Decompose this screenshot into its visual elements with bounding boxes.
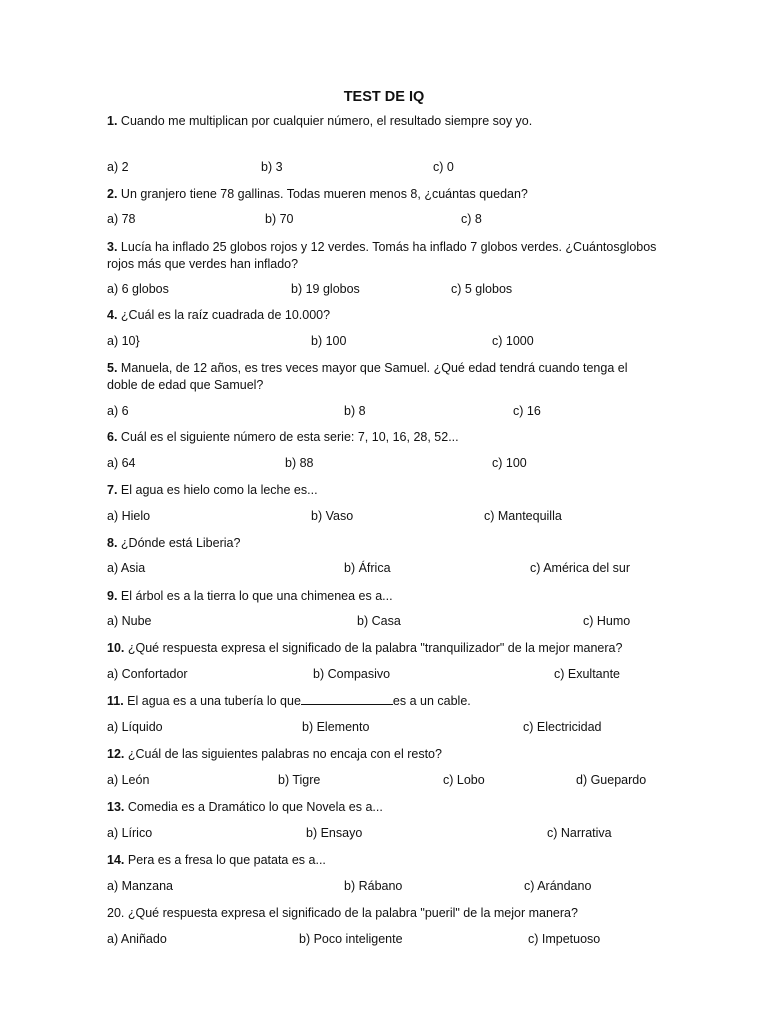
question-text: ¿Cuál es la raíz cuadrada de 10.000? (117, 308, 331, 322)
option-c: c) 1000 (492, 334, 534, 348)
page-title: TEST DE IQ (343, 89, 425, 105)
question-text: Manuela, de 12 años, es tres veces mayor que Samuel. ¿Qué edad tendrá cuando tenga el doble de edad que Samuel? (107, 361, 628, 392)
option-a: a) 6 (107, 404, 129, 418)
question-text: ¿Dónde está Liberia? (117, 536, 241, 550)
option-a: a) 10} (107, 334, 140, 348)
question-text: Cuál es el siguiente número de esta serie: 7, 10, 16, 28, 52... (117, 430, 459, 444)
option-a: a) Lírico (107, 826, 153, 840)
question-number: 8. (107, 536, 118, 550)
option-c: c) Exultante (554, 667, 621, 681)
question-number: 14. (107, 853, 125, 867)
question-11 (107, 693, 667, 710)
option-a: a) León (107, 773, 150, 787)
option-c: c) 100 (492, 456, 527, 470)
option-a: a) 64 (107, 456, 136, 470)
option-a: a) Hielo (107, 509, 151, 523)
option-c: c) Electricidad (523, 720, 602, 734)
question-9 (107, 588, 667, 605)
question-12 (107, 746, 667, 763)
question-text: Lucía ha inflado 25 globos rojos y 12 verdes. Tomás ha inflado 7 globos verdes. ¿Cuántosglobos rojos más que verdes han inflado? (107, 240, 657, 271)
question-number: 5. (107, 361, 118, 375)
option-a: a) 2 (107, 160, 129, 174)
question-text-after: es a un cable. (392, 694, 471, 708)
question-text: Comedia es a Dramático lo que Novela es a... (124, 800, 383, 814)
option-a: a) Nube (107, 614, 152, 628)
option-c: c) Mantequilla (484, 509, 562, 523)
option-b: b) 3 (261, 160, 283, 174)
option-b: b) 19 globos (291, 282, 360, 296)
option-c: c) 8 (461, 212, 482, 226)
question-text: Cuando me multiplican por cualquier número, el resultado siempre soy yo. (117, 114, 533, 128)
option-c: c) 5 globos (451, 282, 513, 296)
question-6 (107, 429, 667, 446)
option-c: c) Impetuoso (528, 932, 601, 946)
question-10 (107, 640, 687, 657)
question-text-before: El agua es a una tubería lo que (123, 694, 301, 708)
option-c: c) 16 (513, 404, 541, 418)
question-4 (107, 307, 667, 324)
option-a: a) Confortador (107, 667, 188, 681)
question-text: Pera es a fresa lo que patata es a... (124, 853, 326, 867)
option-c: c) Lobo (443, 773, 485, 787)
question-text: ¿Qué respuesta expresa el significado de la palabra "tranquilizador" de la mejor manera? (124, 641, 623, 655)
option-a: a) Líquido (107, 720, 163, 734)
option-b: b) 88 (285, 456, 314, 470)
answer-blank (301, 693, 393, 705)
question-number: 3. (107, 240, 118, 254)
option-d: d) Guepardo (576, 773, 647, 787)
option-c: c) 0 (433, 160, 454, 174)
option-b: b) Casa (357, 614, 401, 628)
question-8 (107, 535, 667, 552)
question-text: 20. ¿Qué respuesta expresa el significado de la palabra "pueril" de la mejor manera? (107, 906, 578, 920)
question-5 (107, 360, 652, 394)
question-13 (107, 799, 667, 816)
question-number: 4. (107, 308, 118, 322)
question-number: 10. (107, 641, 125, 655)
question-7 (107, 482, 667, 499)
question-number: 2. (107, 187, 118, 201)
option-b: b) 70 (265, 212, 294, 226)
option-b: b) Vaso (311, 509, 354, 523)
option-b: b) Elemento (302, 720, 370, 734)
option-b: b) 100 (311, 334, 347, 348)
question-number: 12. (107, 747, 125, 761)
question-number: 1. (107, 114, 118, 128)
option-b: b) Ensayo (306, 826, 363, 840)
question-number: 13. (107, 800, 125, 814)
question-text: El árbol es a la tierra lo que una chimenea es a... (117, 589, 393, 603)
question-number: 9. (107, 589, 118, 603)
question-2 (107, 186, 667, 203)
option-a: a) 78 (107, 212, 136, 226)
option-c: c) Humo (583, 614, 631, 628)
question-text: Un granjero tiene 78 gallinas. Todas mueren menos 8, ¿cuántas quedan? (117, 187, 528, 201)
question-14 (107, 852, 667, 869)
question-20 (107, 905, 667, 922)
question-number: 6. (107, 430, 118, 444)
option-b: b) 8 (344, 404, 366, 418)
option-c: c) América del sur (530, 561, 631, 575)
question-1 (107, 113, 667, 130)
option-c: c) Narrativa (547, 826, 612, 840)
option-b: b) Tigre (278, 773, 321, 787)
question-text: ¿Cuál de las siguientes palabras no encaja con el resto? (124, 747, 442, 761)
option-a: a) Manzana (107, 879, 174, 893)
option-b: b) Poco inteligente (299, 932, 403, 946)
option-a: a) Aniñado (107, 932, 167, 946)
option-b: b) África (344, 561, 391, 575)
option-c: c) Arándano (524, 879, 592, 893)
question-3 (107, 239, 667, 273)
question-text: El agua es hielo como la leche es... (117, 483, 318, 497)
option-b: b) Rábano (344, 879, 403, 893)
option-b: b) Compasivo (313, 667, 391, 681)
option-a: a) Asia (107, 561, 146, 575)
question-number: 11. (107, 694, 124, 708)
option-a: a) 6 globos (107, 282, 169, 296)
question-number: 7. (107, 483, 118, 497)
